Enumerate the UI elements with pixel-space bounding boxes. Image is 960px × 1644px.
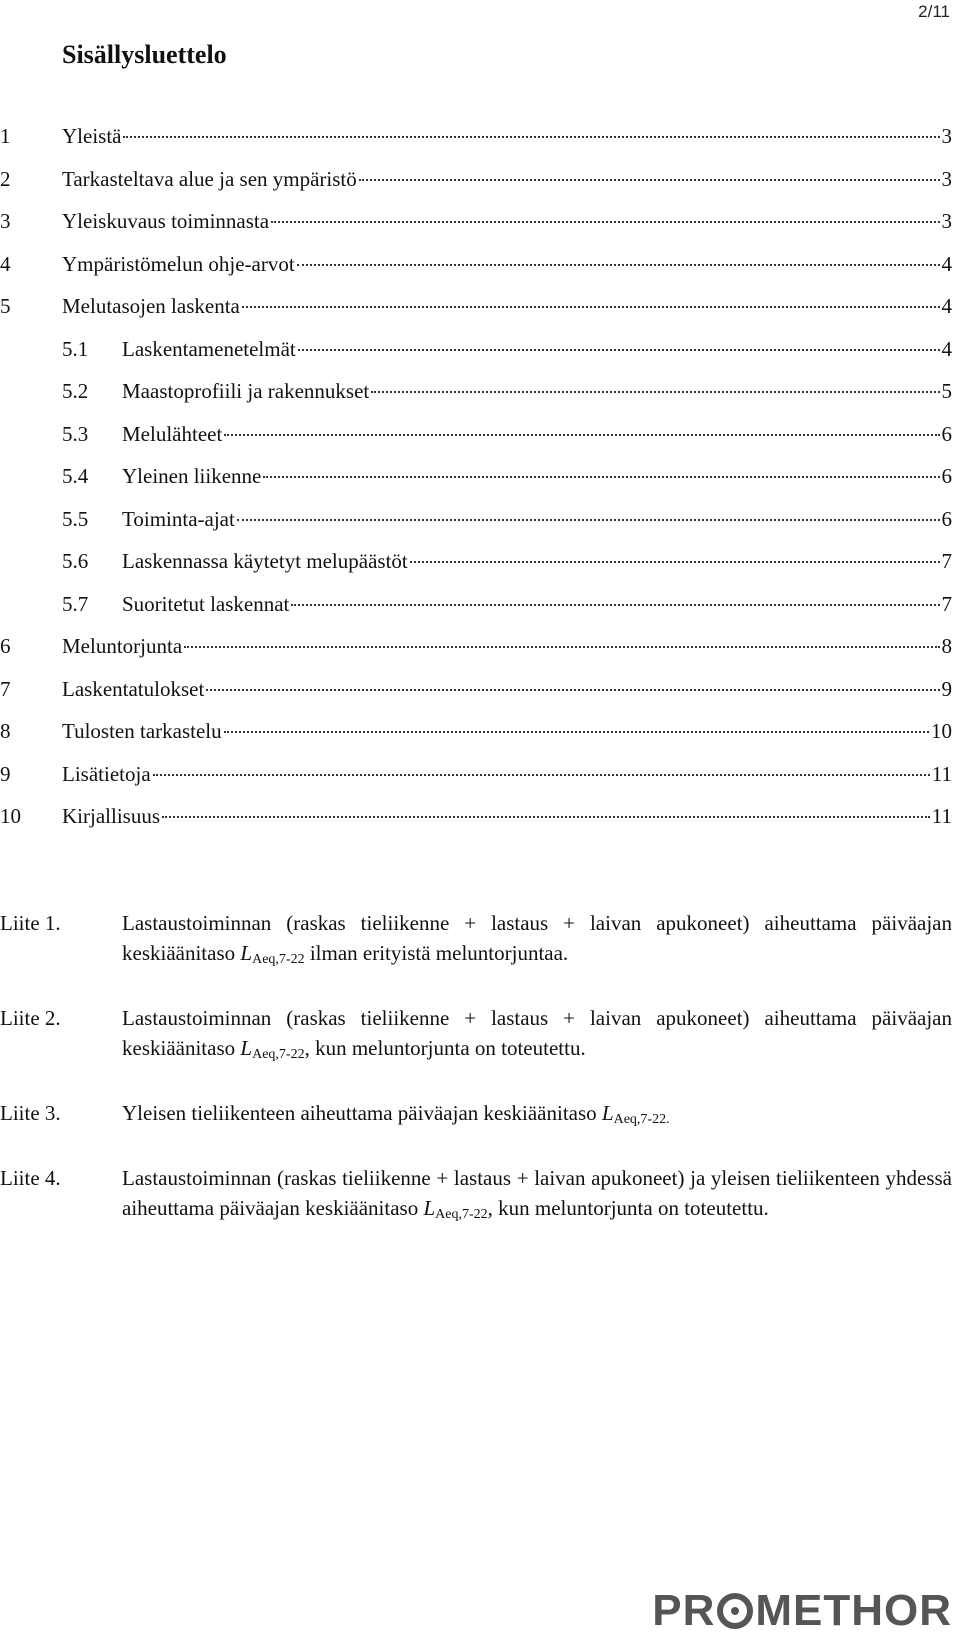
toc-entry[interactable] (0, 124, 952, 167)
toc-entry-title: Melulähteet (122, 421, 223, 446)
toc-entry-page: 11 (931, 761, 952, 786)
level-symbol: L (423, 1196, 436, 1220)
toc-entry[interactable] (0, 422, 952, 465)
toc-entry-title: Laskentamenetelmät (122, 336, 296, 361)
toc-entry-page: 3 (941, 124, 952, 148)
toc-dot-leader (237, 518, 940, 521)
level-subscript: Aeq,7-22 (252, 952, 305, 967)
toc-entry-number: 5.5 (62, 506, 89, 531)
toc-entry-title: Yleiskuvaus toiminnasta (62, 209, 270, 233)
toc-entry-number: 5.7 (62, 591, 89, 616)
toc-entry-number: 7 (0, 676, 11, 701)
toc-entry-title: Kirjallisuus (62, 804, 160, 828)
toc-dot-leader (298, 348, 940, 351)
toc-entry-number: 6 (0, 634, 11, 658)
toc-entry-page: 10 (931, 719, 952, 743)
logo-o-icon (717, 1593, 753, 1629)
toc-entry[interactable] (0, 804, 952, 847)
toc-dot-leader (371, 390, 939, 393)
toc-heading: Sisällysluettelo (62, 40, 227, 69)
appendix-text: Lastaustoiminnan (raskas tieliikenne + lastaus + laivan apukoneet) aiheuttama päiväajan keskiäänitaso (122, 1006, 952, 1060)
toc-entry[interactable] (0, 719, 952, 762)
toc-entry[interactable] (0, 762, 952, 805)
toc-entry-page: 6 (941, 421, 952, 446)
toc-dot-leader (291, 603, 939, 606)
toc-entry-number: 5.4 (62, 464, 89, 488)
toc-dot-leader (297, 263, 940, 266)
toc-entry-page: 7 (941, 549, 952, 573)
toc-entry-page: 3 (941, 166, 952, 191)
toc-dot-leader (123, 135, 939, 138)
appendix-text: Yleisen tieliikenteen aiheuttama päiväajan keskiäänitaso (122, 1101, 602, 1125)
toc-entry-title: Melutasojen laskenta (62, 294, 240, 318)
toc-entry-page: 11 (931, 804, 952, 828)
toc-entry-title: Laskentatulokset (62, 676, 205, 701)
toc-dot-leader (153, 773, 930, 776)
appendix-item (0, 1163, 952, 1230)
toc-entry[interactable] (0, 592, 952, 635)
toc-entry[interactable] (0, 677, 952, 720)
toc-dot-leader (184, 645, 939, 648)
toc-entry-number: 5.2 (62, 379, 89, 403)
toc-entry-page: 7 (941, 591, 952, 616)
toc-entry-number: 5 (0, 294, 11, 318)
toc-entry-page: 5 (941, 379, 952, 403)
appendix-text: Lastaustoiminnan (raskas tieliikenne + lastaus + laivan apukoneet) ja yleisen tieliikenteen yhdessä aiheuttama päiväajan keskiäänitaso (122, 1166, 952, 1220)
page-number: 2/11 (918, 2, 950, 21)
toc-entry-title: Yleinen liikenne (122, 464, 262, 488)
appendix-label: Liite 4. (0, 1166, 61, 1190)
toc-dot-leader (271, 220, 939, 223)
toc-dot-leader (224, 730, 929, 733)
toc-entry-number: 8 (0, 719, 11, 743)
toc-entry-title: Tarkasteltava alue ja sen ympäristö (62, 166, 357, 191)
appendix-item (0, 1098, 952, 1135)
toc-dot-leader (410, 560, 940, 563)
toc-entry-page: 6 (941, 464, 952, 488)
toc-entry-page: 6 (941, 506, 952, 531)
toc-entry-number: 4 (0, 251, 11, 276)
promethor-logo (652, 1586, 952, 1636)
toc-entry-title: Yleistä (62, 124, 122, 148)
toc-entry-number: 9 (0, 761, 11, 786)
toc-entry-title: Meluntorjunta (62, 634, 183, 658)
level-symbol: L (240, 941, 253, 965)
appendix-description (122, 1163, 952, 1230)
logo-text-left: PR (652, 1586, 716, 1635)
appendix-text: Lastaustoiminnan (raskas tieliikenne + lastaus + laivan apukoneet) aiheuttama päiväajan keskiäänitaso (122, 911, 952, 965)
level-subscript: Aeq,7-22. (613, 1112, 670, 1127)
toc-entry-title: Toiminta-ajat (122, 506, 235, 531)
appendix-label: Liite 1. (0, 911, 61, 935)
appendix-item (0, 908, 952, 975)
appendix-item (0, 1003, 952, 1070)
toc-entry-title: Lisätietoja (62, 761, 151, 786)
toc-entry[interactable] (0, 167, 952, 210)
logo-text-right: METHOR (755, 1586, 952, 1635)
toc-entry-page: 4 (941, 294, 952, 318)
appendix-text-end: ilman erityistä meluntorjuntaa. (304, 941, 569, 965)
toc-entry[interactable] (0, 379, 952, 422)
appendix-label: Liite 2. (0, 1006, 61, 1030)
toc-entry[interactable] (0, 294, 952, 337)
appendix-label: Liite 3. (0, 1101, 61, 1125)
toc-entry[interactable] (0, 209, 952, 252)
appendix-text-end: , kun meluntorjunta on toteutettu. (304, 1036, 586, 1060)
toc-entry-page: 3 (941, 209, 952, 233)
table-of-contents (0, 124, 952, 847)
appendix-description (122, 1098, 952, 1135)
toc-entry-title: Ympäristömelun ohje-arvot (62, 251, 295, 276)
toc-entry-number: 1 (0, 124, 11, 148)
toc-entry-title: Laskennassa käytetyt melupäästöt (122, 549, 408, 573)
toc-entry[interactable] (0, 507, 952, 550)
toc-entry[interactable] (0, 337, 952, 380)
toc-entry-number: 5.1 (62, 336, 89, 361)
toc-entry-page: 8 (941, 634, 952, 658)
toc-entry-title: Suoritetut laskennat (122, 591, 290, 616)
toc-dot-leader (242, 305, 940, 308)
toc-entry-title: Maastoprofiili ja rakennukset (122, 379, 370, 403)
toc-entry-number: 5.3 (62, 421, 89, 446)
toc-entry[interactable] (0, 252, 952, 295)
toc-dot-leader (359, 178, 940, 181)
toc-dot-leader (263, 475, 939, 478)
toc-entry-number: 10 (0, 804, 21, 828)
toc-entry-number: 2 (0, 166, 11, 191)
level-subscript: Aeq,7-22 (252, 1047, 305, 1062)
toc-entry-number: 5.6 (62, 549, 89, 573)
toc-entry-title: Tulosten tarkastelu (62, 719, 222, 743)
toc-entry-number: 3 (0, 209, 11, 233)
level-subscript: Aeq,7-22 (435, 1207, 488, 1222)
appendix-text-end: , kun meluntorjunta on toteutettu. (487, 1196, 769, 1220)
toc-entry-page: 4 (941, 336, 952, 361)
toc-entry-page: 9 (941, 676, 952, 701)
toc-entry[interactable] (0, 464, 952, 507)
appendix-description (122, 908, 952, 975)
toc-entry[interactable] (0, 634, 952, 677)
appendix-description (122, 1003, 952, 1070)
level-symbol: L (601, 1101, 614, 1125)
toc-dot-leader (162, 815, 930, 818)
toc-dot-leader (206, 688, 939, 691)
appendix-list (0, 908, 952, 1258)
toc-entry[interactable] (0, 549, 952, 592)
toc-dot-leader (224, 433, 939, 436)
level-symbol: L (240, 1036, 253, 1060)
toc-entry-page: 4 (941, 251, 952, 276)
